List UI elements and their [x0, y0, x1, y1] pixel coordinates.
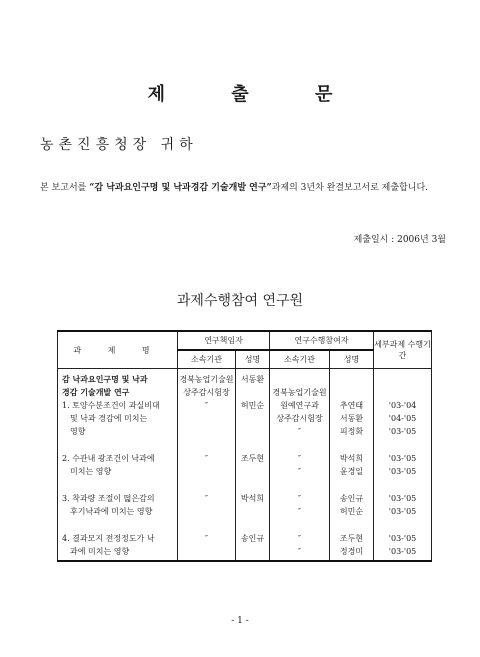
section-title: 과제수행참여 연구원 [176, 293, 304, 309]
perf-name-cell: 박석희 윤경일 [330, 438, 374, 478]
perf-org-cell: ″ ″ [270, 518, 330, 561]
header-perf-name: 성명 [330, 350, 374, 369]
recipient-line: 농촌진흥청장 귀하 [40, 137, 198, 153]
header-lead-org: 소속기관 [178, 350, 236, 369]
header-period: 세부과제 수행기간 [374, 331, 432, 369]
lead-name-cell: 박석희 [236, 478, 270, 518]
intro-before: 본 보고서를 [40, 183, 90, 193]
lead-name-cell: 조두현 [236, 438, 270, 478]
task-cell: 2. 수관내 광조건이 낙과에 미치는 영향 [58, 438, 178, 478]
header-lead-group: 연구책임자 [178, 331, 270, 350]
project-name: “감 낙과요인구명 및 낙과경감 기술개발 연구” [89, 183, 272, 193]
period-cell: '03-'05 '03-'05 [374, 478, 432, 518]
table-row [58, 478, 432, 518]
table-row [58, 518, 432, 561]
table-row [58, 438, 432, 478]
lead-org-cell: ″ [178, 478, 236, 518]
lead-org-cell: 경북농업기술원 상주감시험장 ″ [178, 369, 236, 439]
submission-date: 제출일시 : 2006년 3월 [353, 235, 446, 245]
header-perf-group: 연구수행참여자 [270, 331, 374, 350]
intro-after: 과제의 3년차 완결보고서로 제출합니다. [271, 183, 428, 193]
period-cell: '03-'05 '03-'05 [374, 518, 432, 561]
researcher-table [57, 330, 432, 562]
lead-org-cell: ″ [178, 518, 236, 561]
perf-name-cell: 송인규 허민순 [330, 478, 374, 518]
perf-org-cell: ″ ″ [270, 478, 330, 518]
page-number: - 1 - [231, 616, 249, 626]
header-task: 과 제 명 [58, 331, 178, 369]
task-cell: 감 낙과요인구명 및 낙과 경감 기술개발 연구 1. 토양수분조건이 과실비대 및 낙과 경감에 미치는 영향 [58, 369, 178, 439]
perf-org-cell: 경북농업기술원 원예연구과 상주감시험장 ″ [270, 369, 330, 439]
lead-name-cell: 서동환 허민순 [236, 369, 270, 439]
lead-name-cell: 송인규 [236, 518, 270, 561]
intro-paragraph [40, 178, 445, 198]
table-row [58, 369, 432, 439]
page-title: 제 출 문 [147, 84, 363, 105]
task-cell: 3. 착과량 조절이 떫은감의 후기낙과에 미치는 영향 [58, 478, 178, 518]
header-lead-name: 성명 [236, 350, 270, 369]
task-cell: 4. 결과모지 전정정도가 낙 과에 미치는 영향 [58, 518, 178, 561]
lead-org-cell: ″ [178, 438, 236, 478]
perf-name-cell: 추연태 서동환 피정화 [330, 369, 374, 439]
perf-name-cell: 조두현 정경미 [330, 518, 374, 561]
header-perf-org: 소속기관 [270, 350, 330, 369]
perf-org-cell: ″ ″ [270, 438, 330, 478]
period-cell: '03-'05 '03-'05 [374, 438, 432, 478]
period-cell: '03-'04 '04-'05 '03-'05 [374, 369, 432, 439]
